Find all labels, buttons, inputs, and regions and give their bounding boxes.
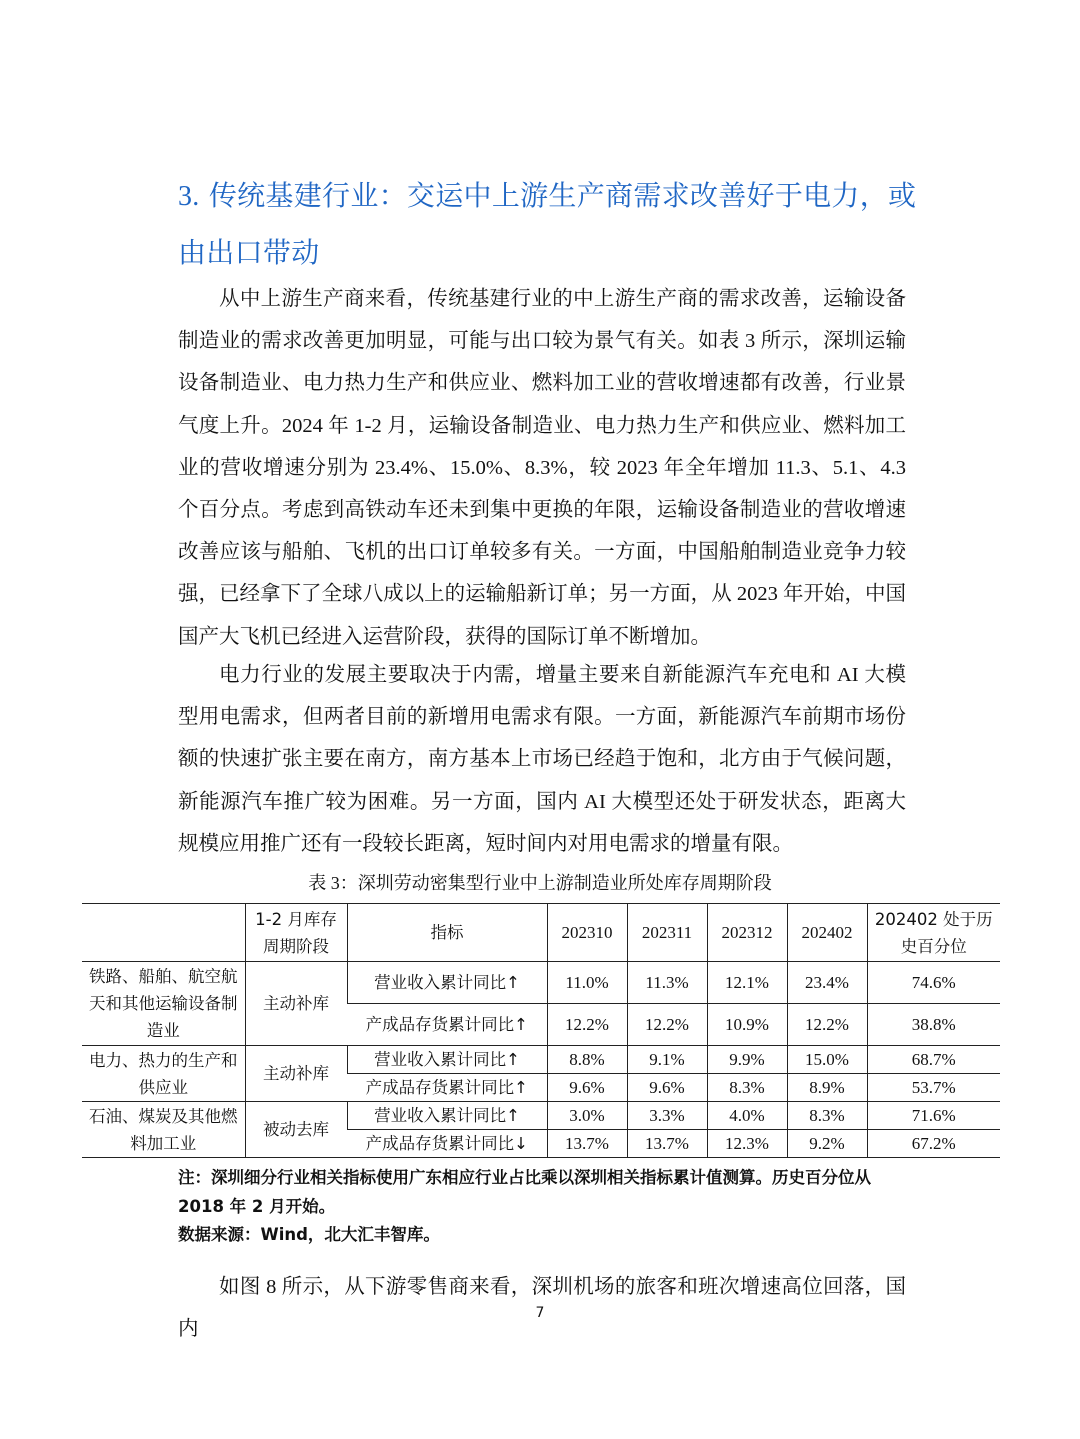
- industry-cell: 石油、煤炭及其他燃料加工业: [82, 1102, 245, 1158]
- section-heading: [178, 168, 918, 281]
- page-number: 7: [535, 1305, 545, 1321]
- inventory-cycle-table: [82, 903, 1000, 1158]
- table-row: [82, 1102, 1000, 1130]
- body-paragraph-1: 从中上游生产商来看，传统基建行业的中上游生产商的需求改善，运输设备制造业的需求改善更加明显，可能与出口较为景气有关。如表 3 所示，深圳运输设备制造业、电力热力生产和供应业、燃料加工业的营收增速都有改善，行业景气度上升。2024 年 1-2 月，运输设备制造业、电力热力生产和供应业、燃料加工业的营收增速分别为 23.4%、15.0%、8.3%，较 2023 年全年增加 11.3、5.1、4.3 个百分点。考虑到高铁动车还未到集中更换的年限，运输设备制造业的营收增速改善应该与船舶、飞机的出口订单较多有关。一方面，中国船舶制造业竞争力较强，已经拿下了全球八成以上的运输船新订单；另一方面，从 2023 年开始，中国国产大飞机已经进入运营阶段，获得的国际订单不断增加。: [178, 288, 906, 648]
- indicator-cell: 营业收入累计同比↑: [347, 1102, 547, 1130]
- indicator-cell: 产成品存货累计同比↓: [347, 1130, 547, 1158]
- value-cell: 13.7%: [627, 1130, 707, 1158]
- percentile-cell: 53.7%: [867, 1074, 1000, 1102]
- value-cell: 3.3%: [627, 1102, 707, 1130]
- indicator-cell: 营业收入累计同比↑: [347, 962, 547, 1004]
- percentile-cell: 67.2%: [867, 1130, 1000, 1158]
- data-source: 数据来源：Wind，北大汇丰智库。: [178, 1225, 440, 1244]
- header-percentile: 202402 处于历史百分位: [867, 904, 1000, 962]
- value-cell: 12.2%: [787, 1004, 867, 1046]
- section-number: 3.: [178, 181, 200, 212]
- value-cell: 9.1%: [627, 1046, 707, 1074]
- value-cell: 15.0%: [787, 1046, 867, 1074]
- header-202311: 202311: [627, 904, 707, 962]
- value-cell: 12.2%: [627, 1004, 707, 1046]
- table-header-row: [82, 904, 1000, 962]
- value-cell: 9.9%: [707, 1046, 787, 1074]
- value-cell: 11.0%: [547, 962, 627, 1004]
- stage-cell: 被动去库: [245, 1102, 347, 1158]
- value-cell: 9.6%: [547, 1074, 627, 1102]
- value-cell: 8.3%: [787, 1102, 867, 1130]
- industry-cell: 电力、热力的生产和供应业: [82, 1046, 245, 1102]
- stage-cell: 主动补库: [245, 1046, 347, 1102]
- body-paragraph-2: 电力行业的发展主要取决于内需，增量主要来自新能源汽车充电和 AI 大模型用电需求，但两者目前的新增用电需求有限。一方面，新能源汽车前期市场份额的快速扩张主要在南方，南方基本上市场已经趋于饱和，北方由于气候问题，新能源汽车推广较为困难。另一方面，国内 AI 大模型还处于研发状态，距离大规模应用推广还有一段较长距离，短时间内对用电需求的增量有限。: [178, 664, 906, 855]
- value-cell: 3.0%: [547, 1102, 627, 1130]
- value-cell: 8.9%: [787, 1074, 867, 1102]
- header-stage: 1-2 月库存周期阶段: [245, 904, 347, 962]
- indicator-cell: 营业收入累计同比↑: [347, 1046, 547, 1074]
- value-cell: 12.3%: [707, 1130, 787, 1158]
- body-paragraph-3: 如图 8 所示，从下游零售商来看，深圳机场的旅客和班次增速高位回落，国内: [178, 1276, 906, 1341]
- value-cell: 4.0%: [707, 1102, 787, 1130]
- value-cell: 8.3%: [707, 1074, 787, 1102]
- table-row: [82, 1046, 1000, 1074]
- percentile-cell: 68.7%: [867, 1046, 1000, 1074]
- percentile-cell: 71.6%: [867, 1102, 1000, 1130]
- table-caption: 表 3：深圳劳动密集型行业中上游制造业所处库存周期阶段: [308, 873, 772, 893]
- stage-cell: 主动补库: [245, 962, 347, 1046]
- percentile-cell: 74.6%: [867, 962, 1000, 1004]
- table-note: 注：深圳细分行业相关指标使用广东相应行业占比乘以深圳相关指标累计值测算。历史百分位从 2018 年 2 月开始。: [178, 1168, 871, 1216]
- value-cell: 10.9%: [707, 1004, 787, 1046]
- value-cell: 13.7%: [547, 1130, 627, 1158]
- section-title: 传统基建行业：交运中上游生产商需求改善好于电力，或由出口带动: [178, 179, 917, 269]
- indicator-cell: 产成品存货累计同比↑: [347, 1074, 547, 1102]
- header-blank: [82, 904, 245, 962]
- header-202312: 202312: [707, 904, 787, 962]
- percentile-cell: 38.8%: [867, 1004, 1000, 1046]
- value-cell: 12.1%: [707, 962, 787, 1004]
- value-cell: 8.8%: [547, 1046, 627, 1074]
- value-cell: 12.2%: [547, 1004, 627, 1046]
- header-202402: 202402: [787, 904, 867, 962]
- header-indicator: 指标: [347, 904, 547, 962]
- value-cell: 9.2%: [787, 1130, 867, 1158]
- table-row: [82, 962, 1000, 1004]
- header-202310: 202310: [547, 904, 627, 962]
- value-cell: 9.6%: [627, 1074, 707, 1102]
- indicator-cell: 产成品存货累计同比↑: [347, 1004, 547, 1046]
- value-cell: 11.3%: [627, 962, 707, 1004]
- industry-cell: 铁路、船舶、航空航天和其他运输设备制造业: [82, 962, 245, 1046]
- value-cell: 23.4%: [787, 962, 867, 1004]
